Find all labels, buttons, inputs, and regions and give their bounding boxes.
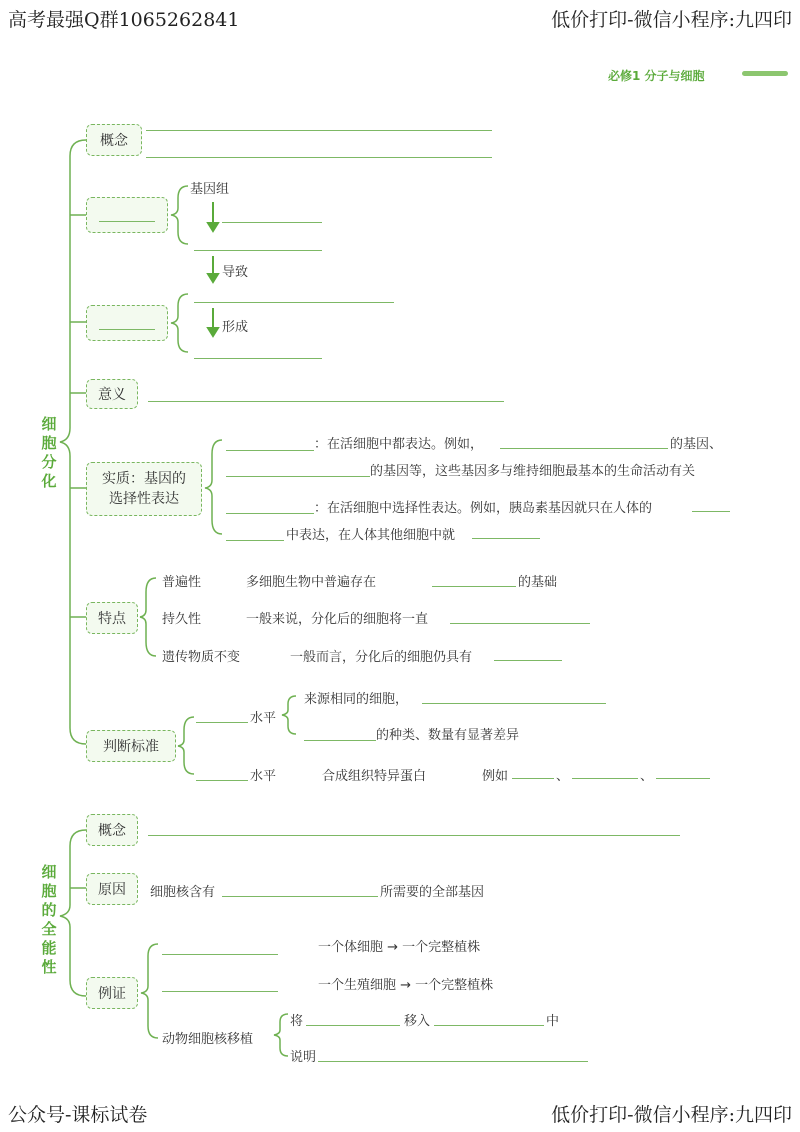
examples-box: 例证 [86,977,138,1009]
example-1-blank[interactable] [162,954,278,955]
essence-blank-4[interactable] [226,513,314,514]
feature-3-name: 遗传物质不变 [162,650,241,665]
header-left-text: 高考最强Q群1065262841 [8,9,240,31]
meaning-box: 意义 [86,379,138,409]
transfer-blank-2[interactable] [434,1025,544,1026]
level-1-label: 水平 [250,711,277,726]
transfer-blank-3[interactable] [318,1061,588,1062]
concept-box: 概念 [86,124,142,156]
essence-text-1: ：在活细胞中都表达。例如， [314,437,484,452]
essence-text-1b: 的基因、 [670,437,723,452]
feature-3-blank[interactable] [494,660,562,661]
essence-blank-2[interactable] [500,448,668,449]
form-label: 形成 [222,320,249,335]
transfer-text-d: 说明 [290,1050,317,1065]
footer-right-text: 低价打印-微信小程序:九四印 [551,1104,792,1126]
essence-text-2: 的基因等，这些基因多与维持细胞最基本的生命活动有关 [370,464,696,479]
genome-blank-2[interactable] [194,250,322,251]
essence-blank-3[interactable] [226,476,370,477]
genome-blank-1[interactable] [222,222,322,223]
criteria-eg-blank-3[interactable] [656,778,710,779]
criteria-text-1: 来源相同的细胞， [304,692,409,707]
transfer-blank-1[interactable] [306,1025,400,1026]
essence-line-2: 选择性表达 [109,491,179,507]
feature-2-name: 持久性 [162,612,202,627]
level-2-blank[interactable] [196,780,248,781]
feature-2-text: 一般来说，分化后的细胞将一直 [246,612,429,627]
meaning-blank[interactable] [148,401,504,402]
transfer-text-a: 将 [290,1014,304,1029]
feature-1-text: 多细胞生物中普遍存在 [246,575,377,590]
essence-blank-6[interactable] [226,540,284,541]
form-blank-2[interactable] [194,358,322,359]
feature-2-blank[interactable] [450,623,590,624]
example-2-text: 一个生殖细胞 → 一个完整植株 [318,978,494,993]
example-3-text: 动物细胞核移植 [162,1032,254,1047]
essence-text-3: ：在活细胞中选择性表达。例如，胰岛素基因就只在人体的 [314,501,653,516]
genome-label: 基因组 [190,182,230,197]
transfer-text-c: 中 [546,1014,560,1029]
cause-blank[interactable] [222,896,378,897]
footer-left-text: 公众号-课标试卷 [8,1104,148,1126]
toti-concept-blank[interactable] [148,835,680,836]
blank-box-1-line[interactable] [99,221,155,222]
feature-3-text: 一般而言，分化后的细胞仍具有 [290,650,473,665]
essence-blank-5[interactable] [692,511,730,512]
essence-text-4: 中表达，在人体其他细胞中就 [286,528,456,543]
criteria-sep-2: 、 [640,769,654,784]
criteria-eg-blank-1[interactable] [512,778,554,779]
criteria-blank-1[interactable] [422,703,606,704]
level-2-label: 水平 [250,769,277,784]
criteria-blank-2[interactable] [304,740,376,741]
blank-box-2-line[interactable] [99,329,155,330]
criteria-sep-1: 、 [556,769,570,784]
feature-1-end: 的基础 [518,575,558,590]
cause-text: 细胞核含有 [150,885,216,900]
criteria-eg-blank-2[interactable] [572,778,638,779]
feature-1-name: 普遍性 [162,575,202,590]
example-2-blank[interactable] [162,991,278,992]
criteria-box: 判断标准 [86,730,176,762]
example-1-text: 一个体细胞 → 一个完整植株 [318,940,481,955]
level-1-blank[interactable] [196,722,248,723]
transfer-text-b: 移入 [404,1014,431,1029]
blank-box-1 [86,197,168,233]
section-tag: 必修1 分子与细胞 [608,69,705,83]
toti-concept-box: 概念 [86,814,138,846]
lead-label: 导致 [222,265,249,280]
criteria-eg-label: 例如 [482,769,509,784]
concept-blank-1[interactable] [146,130,492,131]
form-blank-1[interactable] [194,302,394,303]
concept-blank-2[interactable] [146,157,492,158]
cause-end: 所需要的全部基因 [380,885,485,900]
blank-box-2 [86,305,168,341]
criteria-text-2: 的种类、数量有显著差异 [376,728,520,743]
totipotency-title: 细胞的全能性 [41,863,57,976]
essence-line-1: 实质：基因的 [102,471,186,487]
features-box: 特点 [86,602,138,634]
header-right-text: 低价打印-微信小程序:九四印 [551,9,792,31]
essence-box [86,462,202,516]
essence-blank-1[interactable] [226,450,314,451]
cause-box: 原因 [86,873,138,905]
essence-blank-7[interactable] [472,538,540,539]
differentiation-title: 细胞分化 [41,415,57,490]
feature-1-blank[interactable] [432,586,516,587]
criteria-text-3: 合成组织特异蛋白 [322,769,427,784]
